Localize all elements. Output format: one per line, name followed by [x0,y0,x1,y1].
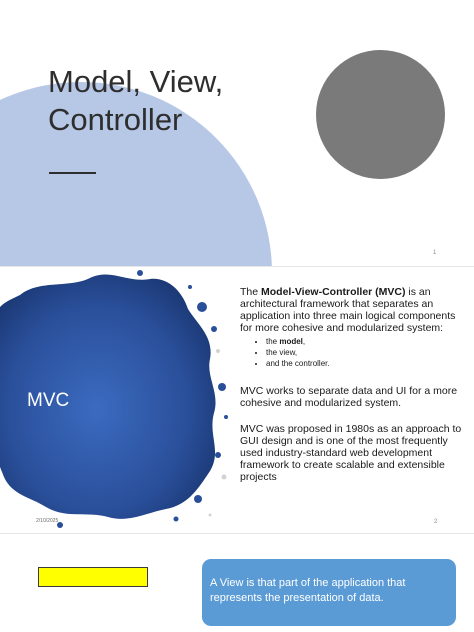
highlight-box [38,567,148,587]
intro-prefix: The [240,286,262,298]
slide-2 [0,267,474,533]
list-item [266,347,462,358]
slide-date: 2/10/2025 [36,518,59,524]
intro-rest: is an architectural framework that separates an application into three main logical components for more cohesive and modularized system: [240,286,456,334]
slide-heading: MVC [27,390,70,411]
slide-body [240,286,462,483]
intro-paragraph [240,286,462,334]
callout-box: A View is that part of the application that represents the presentation of data. [202,559,456,626]
title-underline [49,172,96,174]
paragraph-2: MVC works to separate data and UI for a more cohesive and modularized system. [240,385,458,409]
slide-number: 2 [434,519,438,525]
title-line-2: Controller [48,102,183,137]
slide-title [48,63,223,139]
title-line-1: Model, View, [48,64,224,99]
list-item-suffix: , [302,337,306,346]
intro-bold-term: Model-View-Controller (MVC) [261,286,406,298]
slide-3 [0,534,474,632]
paragraph-3: MVC was proposed in 1980s as an approach to GUI design and is one of the most frequently used industry-standard web development framework to create scalable and extensible projects [240,423,462,483]
slide-1 [0,0,474,266]
list-item-text: the view, [266,348,298,357]
slide-number: 1 [433,250,437,256]
decorative-circle [316,50,445,179]
list-item [266,336,462,347]
list-item-text: and the controller. [266,359,330,368]
list-item-bold: model [279,337,303,346]
component-list [240,336,462,369]
list-item [266,358,462,369]
list-item-text: the [266,337,280,346]
